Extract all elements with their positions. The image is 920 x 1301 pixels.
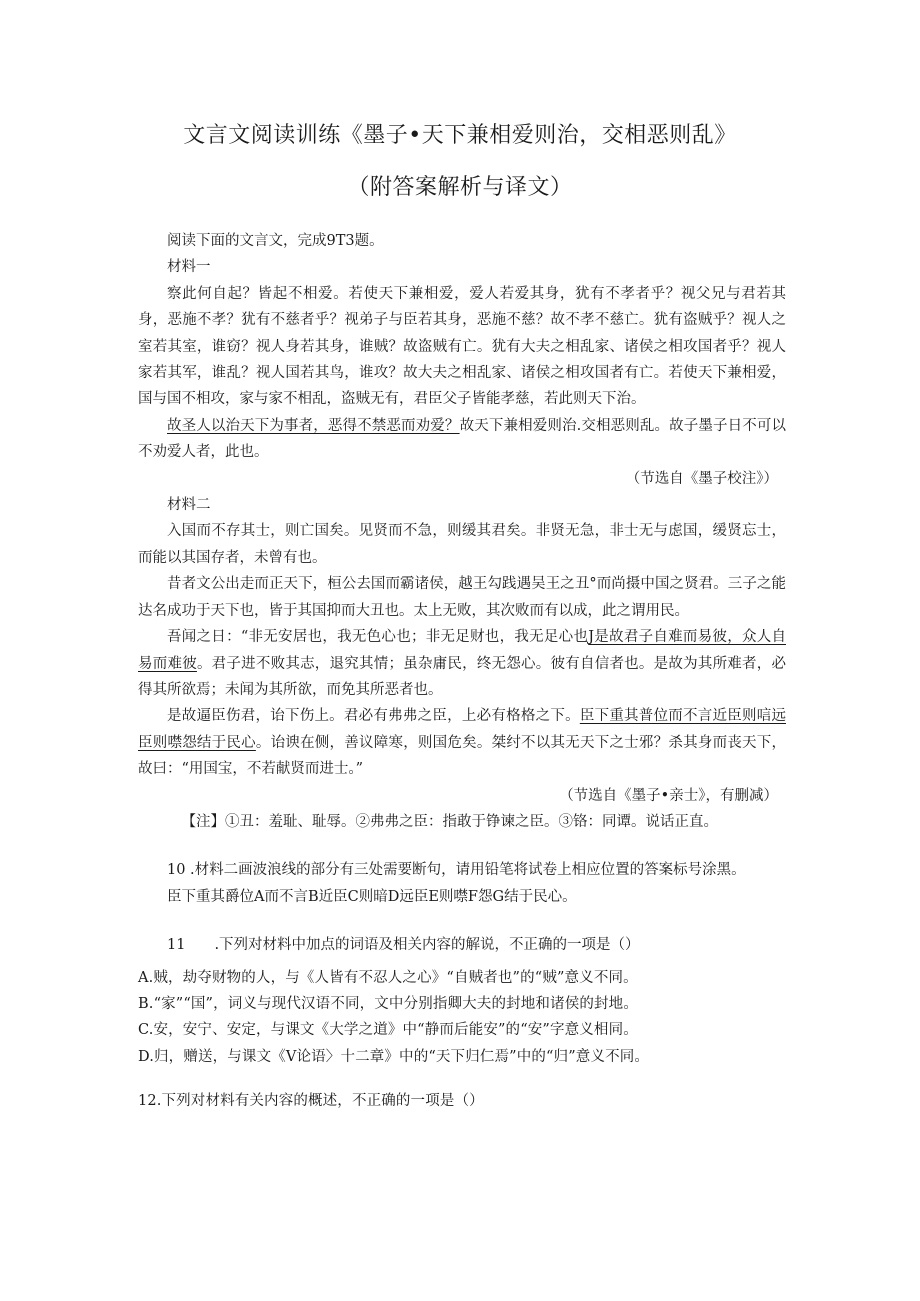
question-11-stem: 11 .下列对材料中加点的词语及相关内容的解说，不正确的一项是（） [167, 937, 640, 954]
question-11-option-b[interactable]: B.“家”“国”，词义与现代汉语不同，文中分别指卿大夫的封地和诸侯的封地。 [138, 995, 638, 1012]
document-title: 文言文阅读训练《墨子•天下兼相爱则治，交相恶则乱》 [183, 123, 737, 148]
material-one-paragraph-1: 察此何自起？皆起不相爱。若使天下兼相爱，爱人若爱其身，犹有不孝者乎？视父兄与君若其身，恶施不孝？犹有不慈者乎？视弟子与臣若其身，恶施不慈？故不孝不慈亡。犹有盗贼乎？视人之室若其室，谁窃？视人身若其身，谁贼？故盗贼有亡。犹有大夫之相乱家、诸侯之相攻国者乎？视人家若其军，谁乱？视人国若其鸟，谁攻？故大夫之相乱家、诸侯之相攻国者有亡。若使天下兼相爱，国与国不相攻，家与家不相乱，盗贼无有，君臣父子皆能孝慈，若此则天下治。 [138, 285, 786, 408]
question-12-stem: 12.下列对材料有关内容的概述，不正确的一项是（） [138, 1093, 484, 1110]
question-10-stem: 10 .材料二画波浪线的部分有三处需要断句，请用铅笔将试卷上相应位置的答案标号涂黑。 [167, 862, 746, 879]
question-11-option-c[interactable]: C.安，安宁、安定，与课文《大学之道》中“静而后能安”的“安”字意义相同。 [138, 1022, 638, 1039]
material-two-heading: 材料二 [167, 497, 211, 514]
paragraph-text: 。诒谀在侧，善议障寒，则国危矣。桀纣不以其无天下之士邪？杀其身而丧天下，故曰：“用国宝，不若献贤而进士。” [138, 734, 787, 778]
material-two-paragraph-3 [138, 624, 786, 703]
paragraph-text: 。君子进不败其志，退究其情；虽杂庸民，终无怨心。彼有自信者也。是故为其所难者，必得其所欲焉；未闻为其所欲，而免其所恶者也。 [138, 655, 787, 698]
underlined-sentence: J是故君子自难而易彼，众人自易而难彼 [138, 629, 787, 672]
question-11-option-a[interactable]: A.贼，劫夺财物的人，与《人皆有不忍人之心》“自贼者也”的“贼”意义不同。 [138, 969, 638, 986]
material-one-paragraph-2 [138, 413, 786, 466]
document-body [138, 228, 786, 1115]
material-two-paragraph-1: 入国而不存其士，则亡国矣。见贤而不急，则缓其君矣。非贤无急，非士无与虑国，缓贤忘士，而能以其国存者，未曾有也。 [138, 523, 786, 566]
question-10-answer-line: 臣下重其爵位A而不言B近臣C则暗D远臣E则噤F怨G结于民心。 [167, 888, 577, 905]
spacer [138, 835, 786, 857]
paragraph-text: 吾闻之日：“非无安居也，我无色心也；非无足财也，我无足心也 [167, 629, 589, 646]
underlined-sentence: 故圣人以治天下为事者，恶得不禁恶而劝爱？ [167, 417, 460, 434]
material-two-paragraph-4 [138, 703, 786, 782]
reading-instruction: 阅读下面的文言文，完成9T3题。 [167, 233, 384, 249]
material-one-source: （节选自《墨子校注》） [625, 470, 778, 487]
material-two-paragraph-2: 昔者文公出走而正天下，桓公去国而霸诸侯，越王勾践遇吴王之丑°而尚摄中国之贤君。三子之能达名成功于天下也，皆于其国抑而大丑也。太上无败，其次败而有以成，此之谓用民。 [138, 576, 786, 619]
question-11-option-d[interactable]: D.归，赠送，与课文《V论语〉十二章》中的“天下归仁焉”中的“归”意义不同。 [138, 1048, 650, 1065]
spacer [138, 1070, 786, 1088]
paragraph-text: 是故逼臣伤君，诒下伤上。君必有弗弗之臣，上必有格格之下。 [167, 708, 580, 725]
wavy-underlined-sentence: 臣下重其普位而不言近臣则唁远臣则噤怨结于民心 [138, 708, 786, 751]
paragraph-text: 故天下兼相爱则治.交相恶则乱。故子墨子日不可以不劝爱人者，此也。 [138, 417, 787, 461]
document-subtitle: （附答案解析与译文） [347, 175, 573, 200]
spacer [138, 910, 786, 932]
material-two-source: （节选自《墨子•亲士》，有删减） [559, 787, 778, 804]
annotation-note: 【注】①丑：羞耻、耻辱。②弗弗之臣：指敢于铮谏之臣。③铬：同谭。说话正直。 [181, 813, 718, 830]
material-one-heading: 材料一 [167, 259, 211, 276]
